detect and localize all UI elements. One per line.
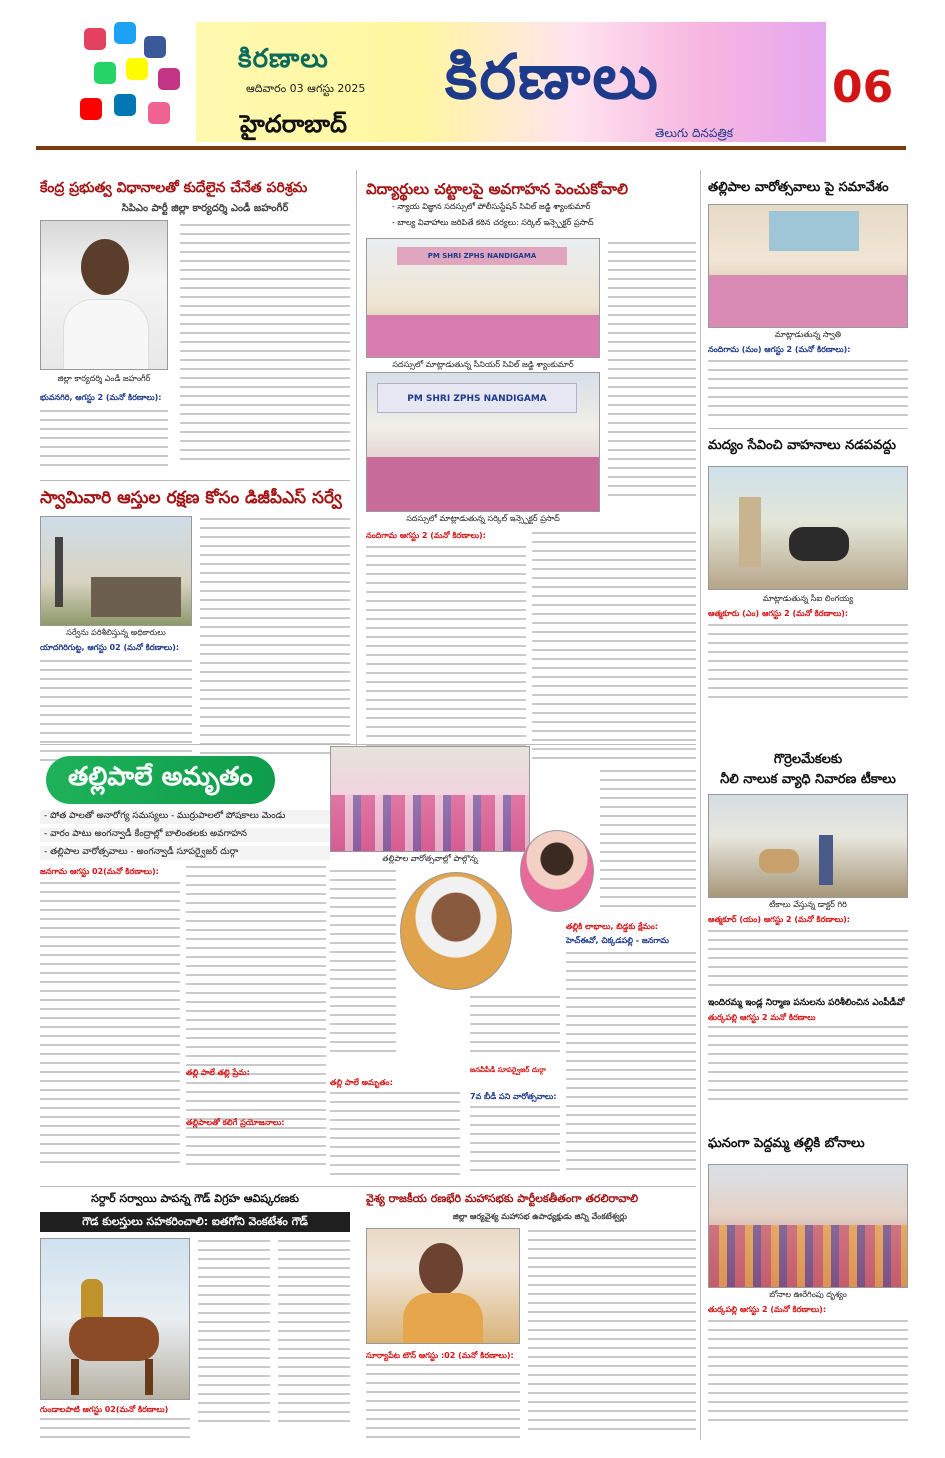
dribbble-icon: [148, 102, 170, 124]
issue-date: ఆదివారం 03 ఆగస్టు 2025: [246, 82, 366, 95]
article-body: [566, 952, 696, 1182]
article-body: [186, 866, 326, 1182]
subheading: 7వ బీడీ పని వారోత్సవాలు:: [470, 1092, 557, 1101]
article-byline: సిపిఎం పార్టీ జిల్లా కార్యదర్శి ఎండీ జహంగీర్: [121, 203, 289, 214]
small-logo: కిరణాలు: [238, 44, 329, 74]
article-body: [200, 518, 350, 768]
camera-icon: [158, 68, 180, 90]
article-headline: గొర్రెలమేకలకు: [773, 752, 843, 767]
article-body: [708, 1026, 908, 1110]
article-body: [708, 360, 908, 422]
photo-caption: టీకాలు వేస్తున్న డాక్టర్ గిరి: [769, 900, 847, 909]
article-body: [180, 224, 350, 474]
linkedin-icon: [114, 94, 136, 116]
article-body: [708, 1320, 908, 1430]
article-body: [40, 1418, 190, 1446]
section-divider: [40, 480, 350, 481]
section-divider: [708, 428, 908, 429]
school-sign: PM SHRI ZPHS NANDIGAMA: [377, 383, 577, 413]
article-subhead: - న్యాయ విజ్ఞాన సదస్సులో పోలీసుస్టేషన్ సివిల్ జడ్జి శ్యాంకుమార్: [392, 202, 591, 211]
police-check-photo: [708, 466, 908, 590]
article-subhead: - బాల్య వివాహాలు జరిపితే కఠిన చర్యలు: సర్కిల్ ఇన్స్పెక్టర్ ప్రసాద్: [392, 218, 594, 227]
official-portrait: [400, 872, 512, 990]
subheading: తల్లి పాలే అమృతం:: [330, 1078, 393, 1087]
bullet-point: - తల్లిపాల వారోత్సవాలు - అంగన్వాడీ సూపర్వైజర్ దుర్గా: [40, 846, 330, 860]
dateline: నందిగామ (మం) ఆగస్టు 2 (మనో కిరణాలు):: [708, 345, 851, 354]
subheading: హెచ్ఈవో, చిక్కడపల్లి - జనగామ: [566, 936, 669, 945]
masthead-rule: [36, 146, 906, 150]
photo-caption: బోనాల ఊరేగింపు దృశ్యం: [769, 1290, 847, 1299]
feature-photo: [330, 746, 530, 852]
article-headline: సర్దార్ సర్వాయి పాపన్న గౌడ్ విగ్రహ ఆవిష్కరణకు: [91, 1192, 299, 1205]
social-media-icons: [74, 18, 194, 138]
dateline: నందిగామ ఆగస్టు 2 (మనో కిరణాలు):: [366, 531, 486, 540]
masthead: [0, 0, 945, 152]
seminar-photo: [366, 238, 600, 358]
subheading: తల్లికి లాభాలు, బిడ్డకు క్షేమం:: [566, 922, 658, 931]
whatsapp-icon: [94, 62, 116, 84]
photo-caption: సదస్సులో మాట్లాడుతున్న సీనియర్ సివిల్ జడ్జి శ్యాంకుమార్: [392, 360, 574, 369]
article-headline: విద్యార్థులు చట్టాలపై అవగాహన పెంచుకోవాలి: [366, 180, 628, 198]
article-body: [608, 242, 696, 512]
article-headline: గౌడ కులస్తులు సహకరించాలి: ఐతగోని వెంకటేశం గౌడ్: [40, 1212, 350, 1232]
snapchat-icon: [126, 58, 148, 80]
article-body: [330, 1092, 460, 1182]
vaccination-photo: [708, 794, 908, 898]
dateline: ఆత్మకూర్ (యం) ఆగస్టు 2 (మనో కిరణాలు):: [708, 915, 850, 924]
dateline: యాదగిరిగుట్ట, ఆగస్టు 02 (మనో కిరణాలు):: [40, 643, 180, 652]
statue-photo: [40, 1238, 190, 1400]
seminar-photo-2: [366, 372, 600, 512]
subheading: తల్లి పాలే తల్లి ప్రేమ:: [186, 1068, 250, 1077]
article-headline: ఘనంగా పెద్దమ్మ తల్లికి బోనాలు: [708, 1136, 865, 1151]
photo-caption: సర్వేను పరిశీలిస్తున్న అధికారులు: [66, 628, 166, 637]
speaker-photo: [366, 1228, 520, 1344]
article-headline: కేంద్ర ప్రభుత్వ విధానాలతో కుదేలైన చేనేత పరిశ్రమ: [40, 180, 308, 196]
photo-caption: సదస్సులో మాట్లాడుతున్న సర్కిల్ ఇన్స్పెక్టర్ ప్రసాద్: [406, 514, 560, 523]
article-byline: జిల్లా ఆర్యవైశ్య మహాసభ ఉపాధ్యక్షుడు జిన్ని వేంకటేశ్వర్లు: [452, 1212, 628, 1221]
school-sign: PM SHRI ZPHS NANDIGAMA: [397, 247, 567, 265]
logo-subtitle: తెలుగు దినపత్రిక: [655, 126, 734, 140]
photo-caption: మాట్లాడుతున్న సీఐ లింగయ్య: [762, 594, 854, 603]
portrait-photo: [40, 220, 168, 370]
page-number: 06: [832, 62, 894, 113]
article-body: [708, 930, 908, 994]
article-body: [470, 996, 560, 1062]
edition-city: హైదరాబాద్: [240, 110, 347, 138]
photo-caption: తల్లిపాల వారోత్సవాల్లో పాల్గొన్న: [382, 854, 478, 863]
article-body: [470, 1106, 560, 1182]
column-divider: [700, 170, 701, 1440]
column-divider: [356, 170, 357, 770]
article-body: [528, 1230, 696, 1444]
photo-caption: మాట్లాడుతున్న స్వాతి: [774, 330, 842, 339]
anganwadi-photo: [708, 204, 908, 328]
section-divider: [40, 1186, 696, 1187]
article-headline: మద్యం సేవించి వాహనాలు నడపవద్దు: [708, 438, 896, 453]
dateline: గుండాలపాటి ఆగస్టు 02(మనో కిరణాలు): [40, 1405, 169, 1414]
article-body: [532, 532, 696, 768]
article-headline: స్వామివారి ఆస్తుల రక్షణ కోసం డిజీపీఎస్ సర్వే: [40, 488, 342, 508]
article-body: [600, 770, 696, 920]
dateline: ఆత్మకూరు (ఎం) ఆగస్టు 2 (మనో కిరణాలు):: [708, 609, 849, 618]
facebook-icon: [144, 36, 166, 58]
article-body: [708, 624, 908, 704]
dateline: సూర్యాపేట టౌన్ ఆగస్టు :02 (మనో కిరణాలు):: [366, 1351, 514, 1360]
feature-banner: తల్లిపాలే అమృతం: [46, 756, 275, 804]
section-divider: [40, 744, 696, 745]
dateline: తుర్కపల్లి ఆగస్టు 2 మనో కిరణాలు: [708, 1013, 816, 1022]
feature-bullets: [40, 810, 330, 864]
subheading: జనవీపీడీ సూపర్వైజర్ దుర్గా: [470, 1066, 546, 1074]
dateline: జనగామ ఆగస్టు 02(మనో కిరణాలు):: [40, 867, 159, 876]
article-body: [366, 546, 526, 768]
article-body: [330, 870, 396, 1070]
article-body: [40, 660, 192, 770]
newspaper-logo: కిరణాలు: [445, 40, 660, 113]
subheading: తల్లిపాలతో కలిగే ప్రయోజనాలు:: [186, 1118, 285, 1127]
article-headline: తల్లిపాల వారోత్సవాలు పై సమావేశం: [708, 180, 889, 195]
article-body: [198, 1240, 270, 1440]
article-body: [40, 410, 168, 475]
bullet-point: - వారం పాటు అంగన్వాడీ కేంద్రాల్లో బాలింతలకు అవగాహన: [40, 828, 330, 842]
article-headline: వైశ్య రాజకీయ రణభేరి మహాసభకు పార్టీలకతీతంగా తరలిరావాలి: [366, 1192, 639, 1205]
photo-caption: జిల్లా కార్యదర్శి ఎండీ జహంగీర్: [57, 374, 151, 383]
dateline: భువనగిరి, ఆగస్టు 2 (మనో కిరణాలు):: [40, 393, 162, 402]
bonalu-procession-photo: [708, 1164, 908, 1288]
youtube-icon: [80, 98, 102, 120]
article-headline: ఇందిరమ్మ ఇండ్ల నిర్మాణ పనులను పరిశీలించిన ఎంపీడీవో: [708, 998, 905, 1008]
supervisor-portrait: [520, 830, 594, 912]
article-body: [366, 1364, 520, 1444]
instagram-icon: [84, 28, 106, 50]
dateline: తుర్కపల్లి ఆగస్టు 2 (మనో కిరణాలు):: [708, 1305, 827, 1314]
survey-photo: [40, 516, 192, 626]
article-body: [278, 1240, 350, 1440]
article-body: [40, 882, 180, 1182]
bullet-point: - పోత పాలతో అనారోగ్య సమస్యలు - ముర్రుపాలలో పోషకాలు మెండు: [40, 810, 330, 824]
article-headline: నీలి నాలుక వ్యాధి నివారణ టీకాలు: [720, 772, 896, 787]
twitter-icon: [114, 22, 136, 44]
